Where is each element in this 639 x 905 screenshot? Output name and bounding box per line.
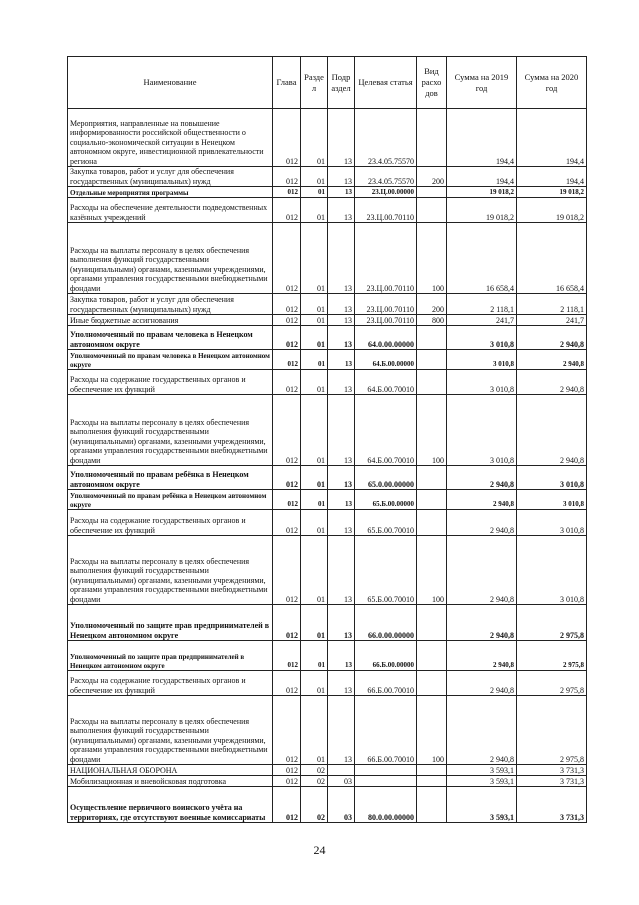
row-sum-2019: 19 018,2	[447, 187, 517, 198]
row-vid: 100	[417, 536, 447, 605]
row-razdel: 02	[301, 787, 328, 823]
row-vid	[417, 187, 447, 198]
row-target: 66.0.00.00000	[355, 605, 417, 641]
row-podrazdel: 13	[328, 536, 355, 605]
row-name: Закупка товаров, работ и услуг для обеспечения государственных (муниципальных) нужд	[68, 167, 273, 187]
table-row	[68, 315, 587, 326]
row-podrazdel: 13	[328, 395, 355, 466]
header-glava: Глава	[273, 57, 301, 109]
table-row	[68, 466, 587, 490]
budget-sheet	[67, 56, 586, 823]
row-podrazdel: 13	[328, 641, 355, 671]
row-razdel: 01	[301, 510, 328, 536]
row-target	[355, 765, 417, 776]
table-row	[68, 776, 587, 787]
row-name: Уполномоченный по правам ребёнка в Ненецком автономном округе	[68, 490, 273, 510]
row-target: 66.Б.00.70010	[355, 696, 417, 765]
row-name: Расходы на выплаты персоналу в целях обеспечения выполнения функций государственными (муниципальными) органами, казенными учреждениями, органами управления государственными внебюджетными фондами	[68, 536, 273, 605]
table-row	[68, 370, 587, 395]
table-row	[68, 641, 587, 671]
row-razdel: 01	[301, 536, 328, 605]
row-glava: 012	[273, 605, 301, 641]
header-razdel: Разде л	[301, 57, 328, 109]
row-sum-2019: 3 010,8	[447, 370, 517, 395]
row-target: 64.Б.00.70010	[355, 395, 417, 466]
row-target: 64.Б.00.70010	[355, 370, 417, 395]
row-name: НАЦИОНАЛЬНАЯ ОБОРОНА	[68, 765, 273, 776]
row-vid: 200	[417, 294, 447, 315]
table-row	[68, 198, 587, 223]
row-sum-2019: 2 940,8	[447, 510, 517, 536]
row-razdel: 01	[301, 605, 328, 641]
table-row	[68, 167, 587, 187]
row-vid	[417, 326, 447, 350]
row-glava: 012	[273, 510, 301, 536]
row-name: Расходы на содержание государственных органов и обеспечение их функций	[68, 510, 273, 536]
row-sum-2019: 19 018,2	[447, 198, 517, 223]
row-sum-2020: 2 118,1	[517, 294, 587, 315]
row-podrazdel: 13	[328, 350, 355, 370]
row-vid	[417, 466, 447, 490]
row-target: 64.0.00.00000	[355, 326, 417, 350]
row-glava: 012	[273, 696, 301, 765]
page-number: 24	[313, 843, 326, 857]
row-razdel: 01	[301, 696, 328, 765]
table-row	[68, 765, 587, 776]
row-sum-2020: 19 018,2	[517, 187, 587, 198]
row-podrazdel: 13	[328, 109, 355, 167]
row-target: 23.4.05.75570	[355, 109, 417, 167]
row-sum-2019: 194,4	[447, 167, 517, 187]
row-podrazdel: 13	[328, 671, 355, 696]
row-target: 23.Ц.00.70110	[355, 294, 417, 315]
row-glava: 012	[273, 315, 301, 326]
row-podrazdel: 13	[328, 605, 355, 641]
row-vid	[417, 765, 447, 776]
header-row	[68, 57, 587, 109]
row-razdel: 01	[301, 198, 328, 223]
row-razdel: 01	[301, 671, 328, 696]
row-glava: 012	[273, 167, 301, 187]
row-target: 23.Ц.00.00000	[355, 187, 417, 198]
row-name: Мобилизационная и вневойсковая подготовка	[68, 776, 273, 787]
row-vid	[417, 198, 447, 223]
row-vid	[417, 490, 447, 510]
row-sum-2019: 2 940,8	[447, 641, 517, 671]
row-target	[355, 776, 417, 787]
row-vid: 800	[417, 315, 447, 326]
row-sum-2019: 2 940,8	[447, 536, 517, 605]
row-glava: 012	[273, 198, 301, 223]
row-name: Мероприятия, направленные на повышение информированности российской общественности о социально-экономической ситуации в Ненецком автономном округе, инвестиционной привлекательности региона	[68, 109, 273, 167]
row-sum-2019: 2 940,8	[447, 466, 517, 490]
table-row	[68, 223, 587, 294]
row-target: 65.Б.00.00000	[355, 490, 417, 510]
row-podrazdel: 13	[328, 294, 355, 315]
row-vid	[417, 776, 447, 787]
row-vid	[417, 109, 447, 167]
row-razdel: 02	[301, 765, 328, 776]
row-name: Расходы на содержание государственных органов и обеспечение их функций	[68, 671, 273, 696]
row-vid: 100	[417, 223, 447, 294]
table-row	[68, 395, 587, 466]
row-glava: 012	[273, 641, 301, 671]
table-row	[68, 350, 587, 370]
row-sum-2019: 2 940,8	[447, 490, 517, 510]
table-row	[68, 326, 587, 350]
row-sum-2020: 2 975,8	[517, 605, 587, 641]
row-sum-2020: 3 731,3	[517, 787, 587, 823]
row-sum-2019: 3 593,1	[447, 776, 517, 787]
row-razdel: 01	[301, 641, 328, 671]
row-name: Расходы на выплаты персоналу в целях обеспечения выполнения функций государственными (муниципальными) органами, казенными учреждениями, органами управления государственными внебюджетными фондами	[68, 395, 273, 466]
row-sum-2019: 3 593,1	[447, 787, 517, 823]
budget-table	[67, 56, 587, 823]
row-name: Расходы на обеспечение деятельности подведомственных казённых учреждений	[68, 198, 273, 223]
row-target: 65.0.00.00000	[355, 466, 417, 490]
row-vid	[417, 787, 447, 823]
row-sum-2019: 3 593,1	[447, 765, 517, 776]
row-razdel: 01	[301, 370, 328, 395]
row-sum-2019: 3 010,8	[447, 395, 517, 466]
row-sum-2020: 3 010,8	[517, 510, 587, 536]
header-name: Наименование	[68, 57, 273, 109]
row-target: 23.4.05.75570	[355, 167, 417, 187]
row-sum-2020: 241,7	[517, 315, 587, 326]
row-sum-2020: 16 658,4	[517, 223, 587, 294]
row-podrazdel: 03	[328, 787, 355, 823]
row-sum-2019: 16 658,4	[447, 223, 517, 294]
row-sum-2020: 3 010,8	[517, 466, 587, 490]
row-vid: 200	[417, 167, 447, 187]
row-sum-2019: 3 010,8	[447, 350, 517, 370]
row-glava: 012	[273, 466, 301, 490]
row-razdel: 01	[301, 326, 328, 350]
row-vid	[417, 641, 447, 671]
row-name: Осуществление первичного воинского учёта на территориях, где отсутствуют военные комиссариаты	[68, 787, 273, 823]
row-vid	[417, 605, 447, 641]
row-glava: 012	[273, 536, 301, 605]
row-sum-2020: 3 731,3	[517, 776, 587, 787]
row-vid	[417, 510, 447, 536]
table-row	[68, 510, 587, 536]
row-razdel: 01	[301, 294, 328, 315]
row-sum-2020: 2 940,8	[517, 370, 587, 395]
row-podrazdel: 13	[328, 198, 355, 223]
row-podrazdel: 13	[328, 223, 355, 294]
row-podrazdel: 13	[328, 167, 355, 187]
row-glava: 012	[273, 294, 301, 315]
row-razdel: 01	[301, 167, 328, 187]
header-podrazdel: Подр аздел	[328, 57, 355, 109]
table-row	[68, 787, 587, 823]
row-sum-2019: 2 940,8	[447, 605, 517, 641]
header-vid: Вид расхо дов	[417, 57, 447, 109]
row-podrazdel: 13	[328, 510, 355, 536]
row-sum-2020: 2 940,8	[517, 350, 587, 370]
table-row	[68, 490, 587, 510]
row-glava: 012	[273, 370, 301, 395]
row-sum-2020: 19 018,2	[517, 198, 587, 223]
row-target: 66.Б.00.00000	[355, 641, 417, 671]
row-glava: 012	[273, 187, 301, 198]
row-podrazdel: 13	[328, 370, 355, 395]
row-target: 65.Б.00.70010	[355, 510, 417, 536]
row-sum-2019: 2 940,8	[447, 671, 517, 696]
row-sum-2020: 194,4	[517, 167, 587, 187]
row-sum-2019: 241,7	[447, 315, 517, 326]
row-podrazdel: 13	[328, 315, 355, 326]
row-razdel: 01	[301, 223, 328, 294]
row-target: 80.0.00.00000	[355, 787, 417, 823]
row-sum-2020: 194,4	[517, 109, 587, 167]
row-target: 23.Ц.00.70110	[355, 315, 417, 326]
row-glava: 012	[273, 395, 301, 466]
row-name: Расходы на содержание государственных органов и обеспечение их функций	[68, 370, 273, 395]
row-sum-2020: 2 975,8	[517, 671, 587, 696]
table-row	[68, 605, 587, 641]
row-name: Уполномоченный по правам человека в Ненецком автономном округе	[68, 326, 273, 350]
row-vid: 100	[417, 696, 447, 765]
header-sum-2020: Сумма на 2020 год	[517, 57, 587, 109]
row-sum-2020: 2 940,8	[517, 395, 587, 466]
row-target: 23.Ц.00.70110	[355, 223, 417, 294]
row-glava: 012	[273, 490, 301, 510]
row-glava: 012	[273, 109, 301, 167]
row-sum-2020: 3 010,8	[517, 536, 587, 605]
row-target: 23.Ц.00.70110	[355, 198, 417, 223]
row-razdel: 01	[301, 350, 328, 370]
row-target: 66.Б.00.70010	[355, 671, 417, 696]
row-razdel: 01	[301, 315, 328, 326]
row-vid: 100	[417, 395, 447, 466]
row-podrazdel: 13	[328, 187, 355, 198]
row-glava: 012	[273, 765, 301, 776]
row-name: Уполномоченный по правам ребёнка в Ненецком автономном округе	[68, 466, 273, 490]
row-glava: 012	[273, 671, 301, 696]
row-razdel: 01	[301, 187, 328, 198]
row-razdel: 01	[301, 466, 328, 490]
row-glava: 012	[273, 350, 301, 370]
row-sum-2019: 3 010,8	[447, 326, 517, 350]
row-target: 65.Б.00.70010	[355, 536, 417, 605]
row-sum-2019: 2 940,8	[447, 696, 517, 765]
row-sum-2019: 194,4	[447, 109, 517, 167]
row-sum-2020: 3 731,3	[517, 765, 587, 776]
row-name: Расходы на выплаты персоналу в целях обеспечения выполнения функций государственными (муниципальными) органами, казенными учреждениями, органами управления государственными внебюджетными фондами	[68, 696, 273, 765]
table-row	[68, 187, 587, 198]
row-podrazdel: 13	[328, 466, 355, 490]
row-name: Уполномоченный по защите прав предпринимателей в Ненецком автономном округе	[68, 605, 273, 641]
row-sum-2019: 2 118,1	[447, 294, 517, 315]
row-glava: 012	[273, 223, 301, 294]
table-row	[68, 671, 587, 696]
row-target: 64.Б.00.00000	[355, 350, 417, 370]
row-glava: 012	[273, 776, 301, 787]
table-row	[68, 536, 587, 605]
row-razdel: 01	[301, 109, 328, 167]
row-sum-2020: 3 010,8	[517, 490, 587, 510]
table-row	[68, 109, 587, 167]
row-name: Уполномоченный по правам человека в Ненецком автономном округе	[68, 350, 273, 370]
row-razdel: 01	[301, 395, 328, 466]
table-row	[68, 294, 587, 315]
header-sum-2019: Сумма на 2019 год	[447, 57, 517, 109]
row-name: Уполномоченный по защите прав предпринимателей в Ненецком автономном округе	[68, 641, 273, 671]
row-vid	[417, 671, 447, 696]
row-razdel: 01	[301, 490, 328, 510]
row-name: Расходы на выплаты персоналу в целях обеспечения выполнения функций государственными (муниципальными) органами, казенными учреждениями, органами управления государственными внебюджетными фондами	[68, 223, 273, 294]
row-razdel: 02	[301, 776, 328, 787]
row-sum-2020: 2 940,8	[517, 326, 587, 350]
header-target: Целевая статья	[355, 57, 417, 109]
row-podrazdel: 13	[328, 490, 355, 510]
row-podrazdel: 13	[328, 696, 355, 765]
row-glava: 012	[273, 787, 301, 823]
row-podrazdel	[328, 765, 355, 776]
row-name: Иные бюджетные ассигнования	[68, 315, 273, 326]
row-sum-2020: 2 975,8	[517, 641, 587, 671]
row-vid	[417, 350, 447, 370]
table-row	[68, 696, 587, 765]
row-glava: 012	[273, 326, 301, 350]
row-name: Отдельные мероприятия программы	[68, 187, 273, 198]
row-sum-2020: 2 975,8	[517, 696, 587, 765]
row-podrazdel: 13	[328, 326, 355, 350]
row-name: Закупка товаров, работ и услуг для обеспечения государственных (муниципальных) нужд	[68, 294, 273, 315]
row-podrazdel: 03	[328, 776, 355, 787]
row-vid	[417, 370, 447, 395]
